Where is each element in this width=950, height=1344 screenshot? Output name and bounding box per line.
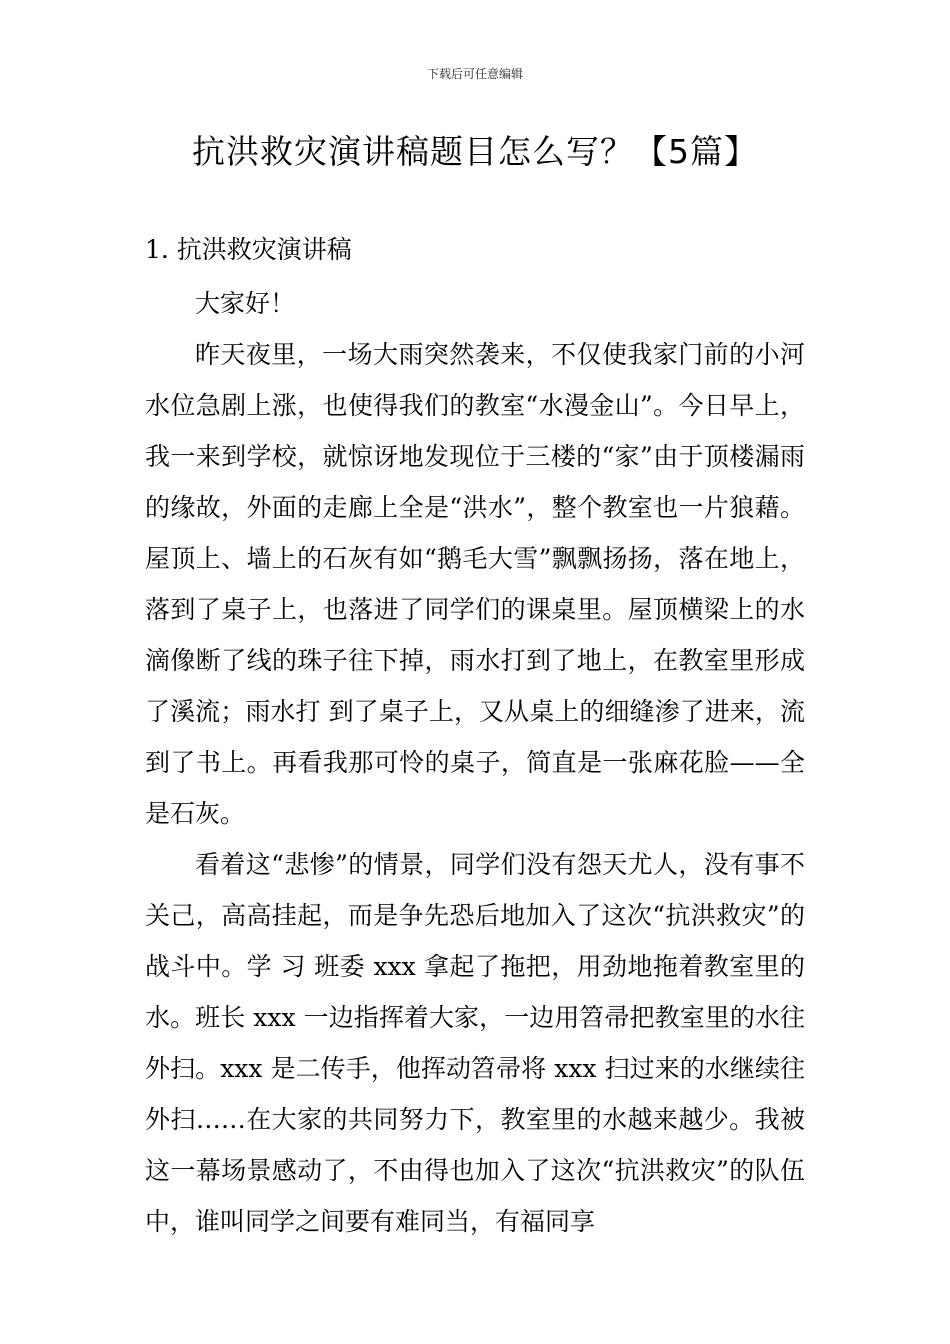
paragraph: 看着这“悲惨”的情景，同学们没有怨天尤人，没有事不关己，高高挂起，而是争先恐后地加入了这次“抗洪救灾”的战斗中。学 习 班委 xxx 拿起了拖把，用劲地拖着教室里的水。班长 xxx 一边指挥着大家，一边用笤帚把教室里的水往外扫。xxx 是二传手，他挥动笤帚将 xxx 扫过来的水继续往外扫……在大家的共同努力下，教室里的水越来越少。我被这一幕场景感动了，不由得也加入了这次“抗洪救灾”的队伍中，谁叫同学之间要有难同当，有福同享 [145, 850, 805, 1236]
paragraph-greeting: 大家好！ [195, 289, 296, 318]
header-note: 下载后可任意编辑 [426, 67, 523, 81]
body-text [145, 278, 805, 1247]
paragraph: 昨天夜里，一场大雨突然袭来，不仅使我家门前的小河水位急剧上涨，也使得我们的教室“水漫金山”。今日早上，我一来到学校，就惊讶地发现位于三楼的“家”由于顶楼漏雨的缘故，外面的走廊上全是“洪水”，整个教室也一片狼藉。屋顶上、墙上的石灰有如“鹅毛大雪”飘飘扬扬，落在地上，落到了桌子上，也落进了同学们的课桌里。屋顶横梁上的水滴像断了线的珠子往下掉，雨水打到了地上，在教室里形成了溪流；雨水打 到了桌子上，又从桌上的细缝渗了进来，流到了书上。再看我那可怜的桌子，简直是一张麻花脸——全是石灰。 [145, 340, 805, 828]
section-heading: 1. 抗洪救灾演讲稿 [145, 235, 352, 264]
document-title: 抗洪救灾演讲稿题目怎么写？【5篇】 [192, 132, 758, 171]
